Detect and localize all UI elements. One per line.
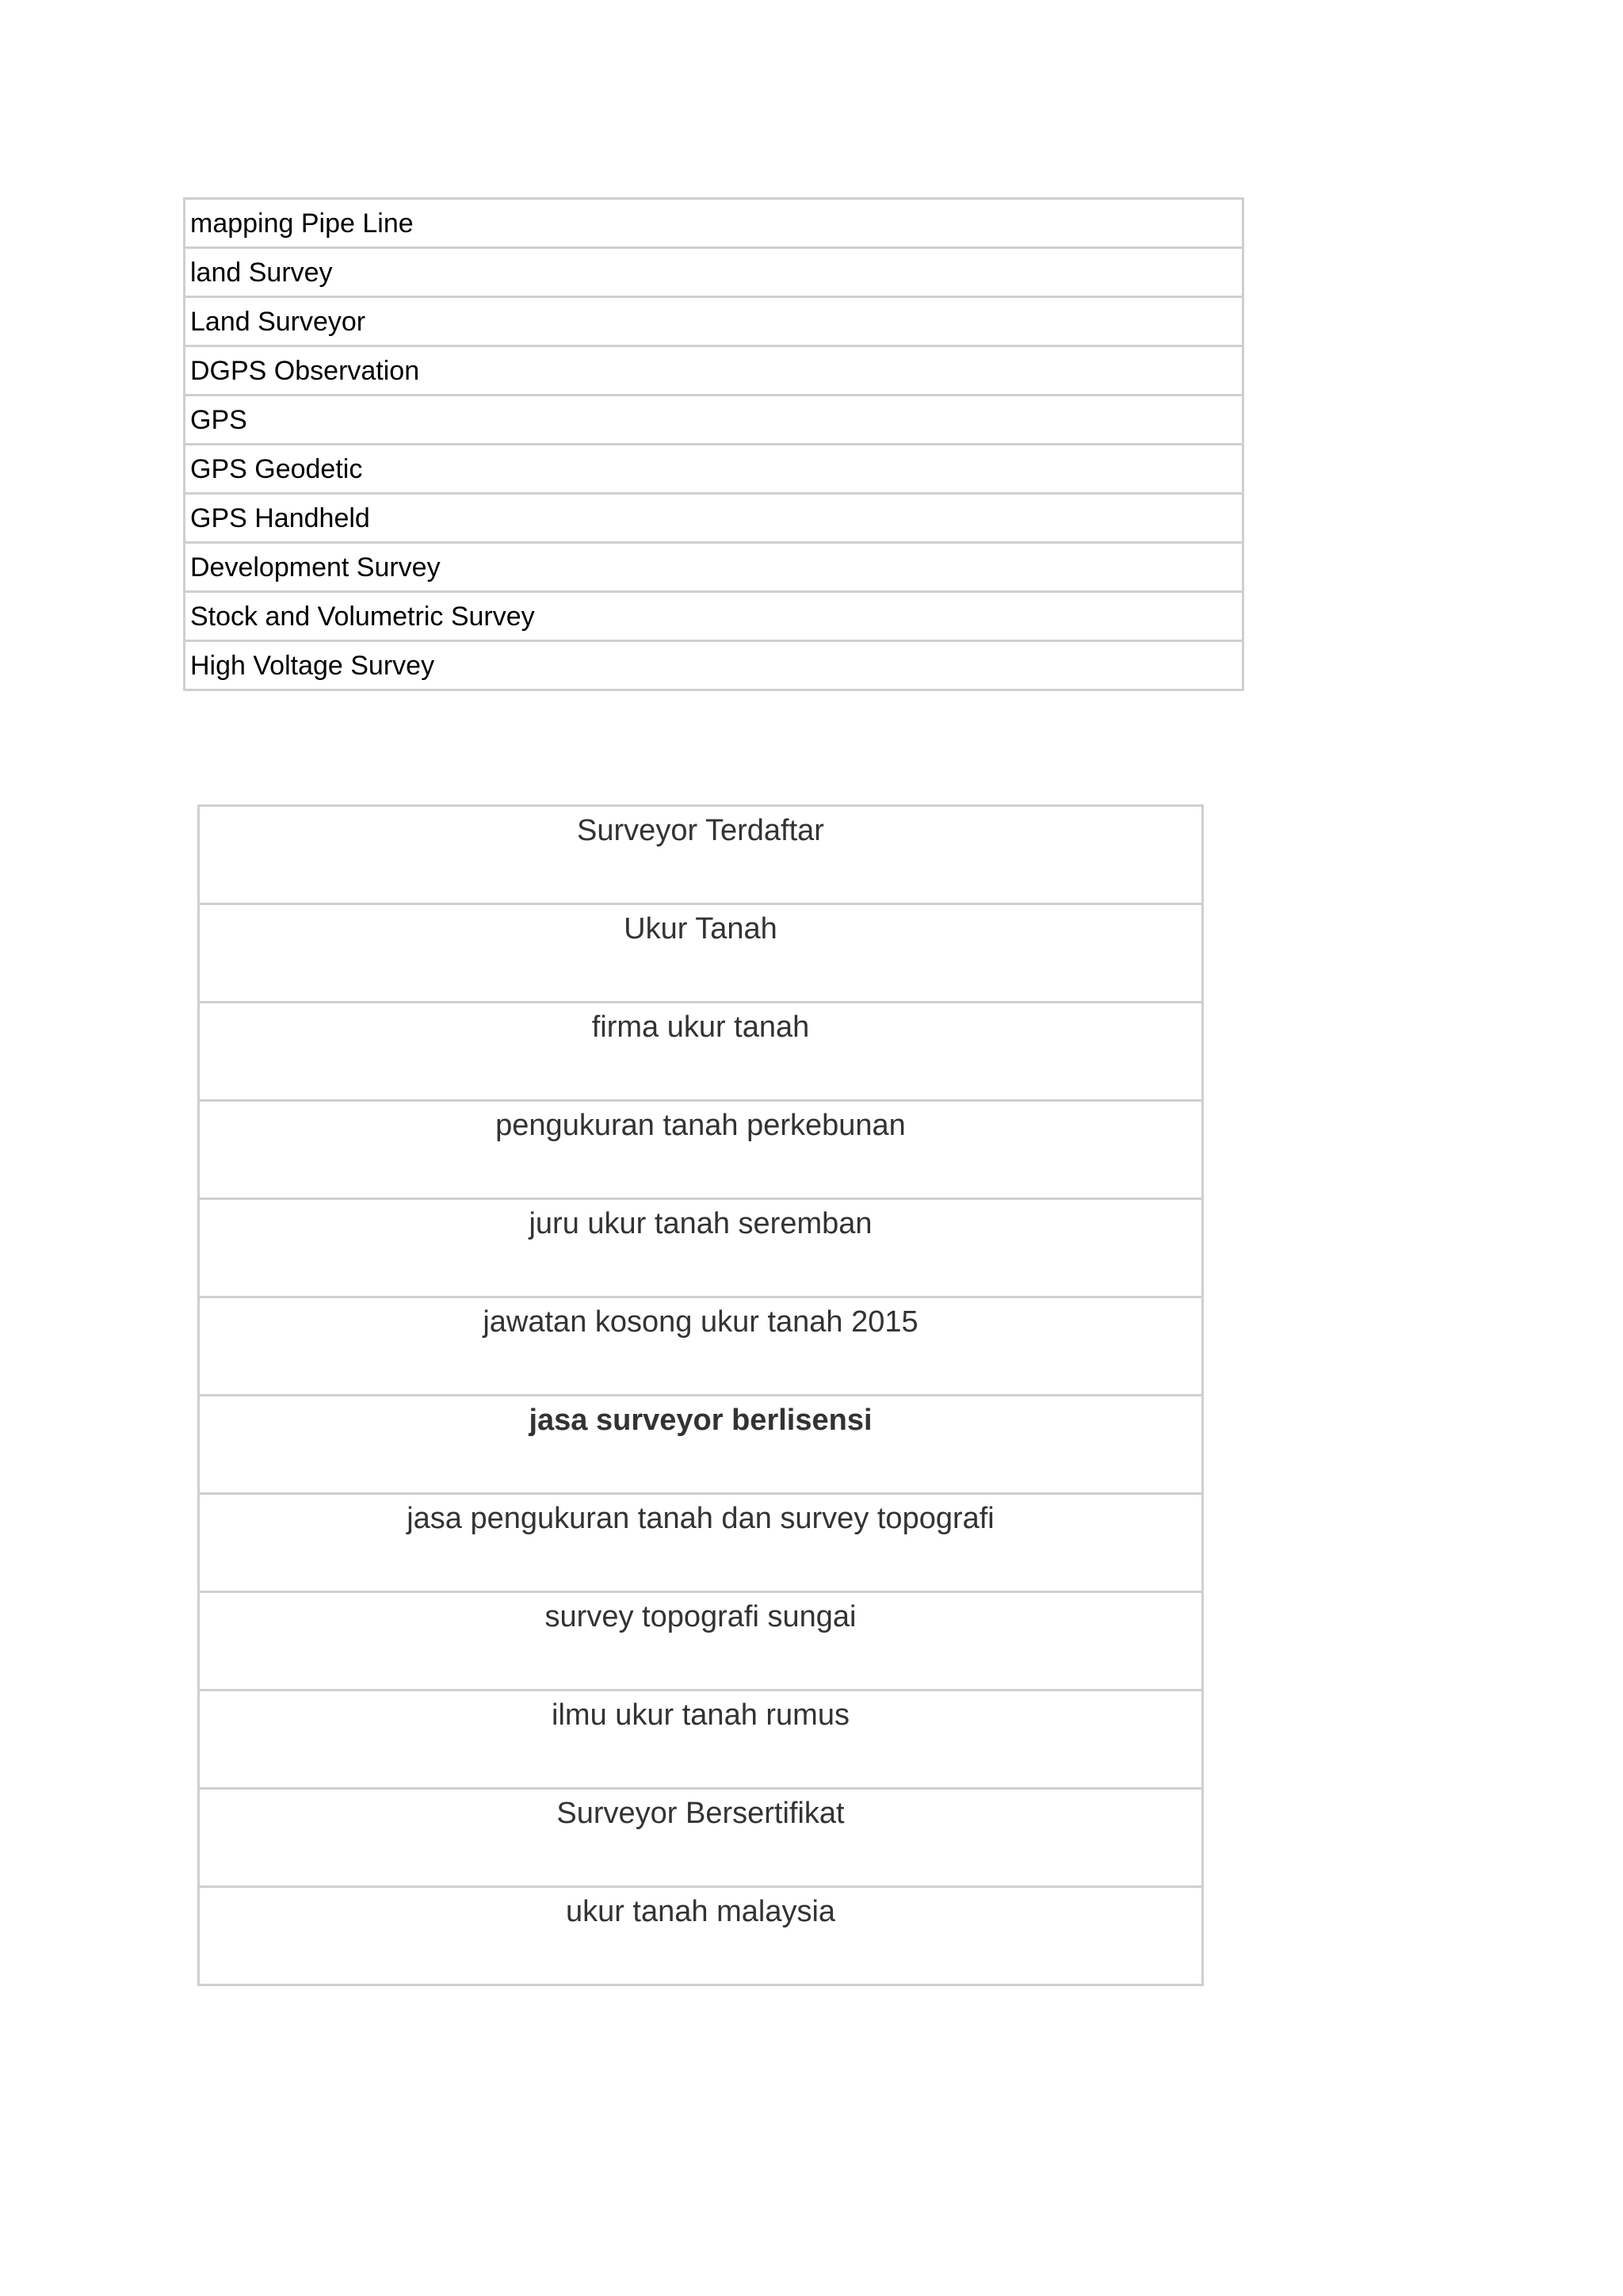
table-cell: Stock and Volumetric Survey	[185, 592, 1243, 641]
services-table	[183, 197, 1244, 691]
table-row	[185, 445, 1243, 494]
table-cell: ilmu ukur tanah rumus	[199, 1690, 1203, 1789]
table-cell: ukur tanah malaysia	[199, 1887, 1203, 1985]
table-cell: Land Surveyor	[185, 297, 1243, 346]
table-row	[199, 904, 1203, 1003]
table-row	[199, 1789, 1203, 1887]
table-row	[199, 1297, 1203, 1396]
table-row	[199, 1592, 1203, 1690]
table-cell: land Survey	[185, 248, 1243, 297]
table-row	[185, 395, 1243, 445]
table-cell: firma ukur tanah	[199, 1003, 1203, 1101]
table-row	[199, 1887, 1203, 1985]
table-cell: survey topografi sungai	[199, 1592, 1203, 1690]
table-cell: Development Survey	[185, 543, 1243, 592]
table-cell: juru ukur tanah seremban	[199, 1199, 1203, 1297]
table-row	[185, 199, 1243, 248]
table-cell: pengukuran tanah perkebunan	[199, 1101, 1203, 1199]
table-cell: mapping Pipe Line	[185, 199, 1243, 248]
table-row	[199, 1494, 1203, 1592]
table-cell: Surveyor Terdaftar	[199, 806, 1203, 904]
table-row	[199, 806, 1203, 904]
table-cell: High Voltage Survey	[185, 641, 1243, 690]
table-row	[185, 494, 1243, 543]
table-row	[199, 1101, 1203, 1199]
table-cell: DGPS Observation	[185, 346, 1243, 395]
table-row	[199, 1396, 1203, 1494]
table-cell: jawatan kosong ukur tanah 2015	[199, 1297, 1203, 1396]
table-cell: GPS	[185, 395, 1243, 445]
table-cell: GPS Handheld	[185, 494, 1243, 543]
table-row	[185, 641, 1243, 690]
table-cell: Surveyor Bersertifikat	[199, 1789, 1203, 1887]
table-cell: Ukur Tanah	[199, 904, 1203, 1003]
table-row	[185, 592, 1243, 641]
table-row	[199, 1003, 1203, 1101]
table-row	[199, 1199, 1203, 1297]
table-row	[185, 248, 1243, 297]
table-cell: GPS Geodetic	[185, 445, 1243, 494]
keywords-table	[197, 804, 1204, 1986]
table-row	[185, 346, 1243, 395]
table-cell: jasa pengukuran tanah dan survey topografi	[199, 1494, 1203, 1592]
table-cell: jasa surveyor berlisensi	[199, 1396, 1203, 1494]
table-row	[185, 543, 1243, 592]
table-row	[199, 1690, 1203, 1789]
table-row	[185, 297, 1243, 346]
